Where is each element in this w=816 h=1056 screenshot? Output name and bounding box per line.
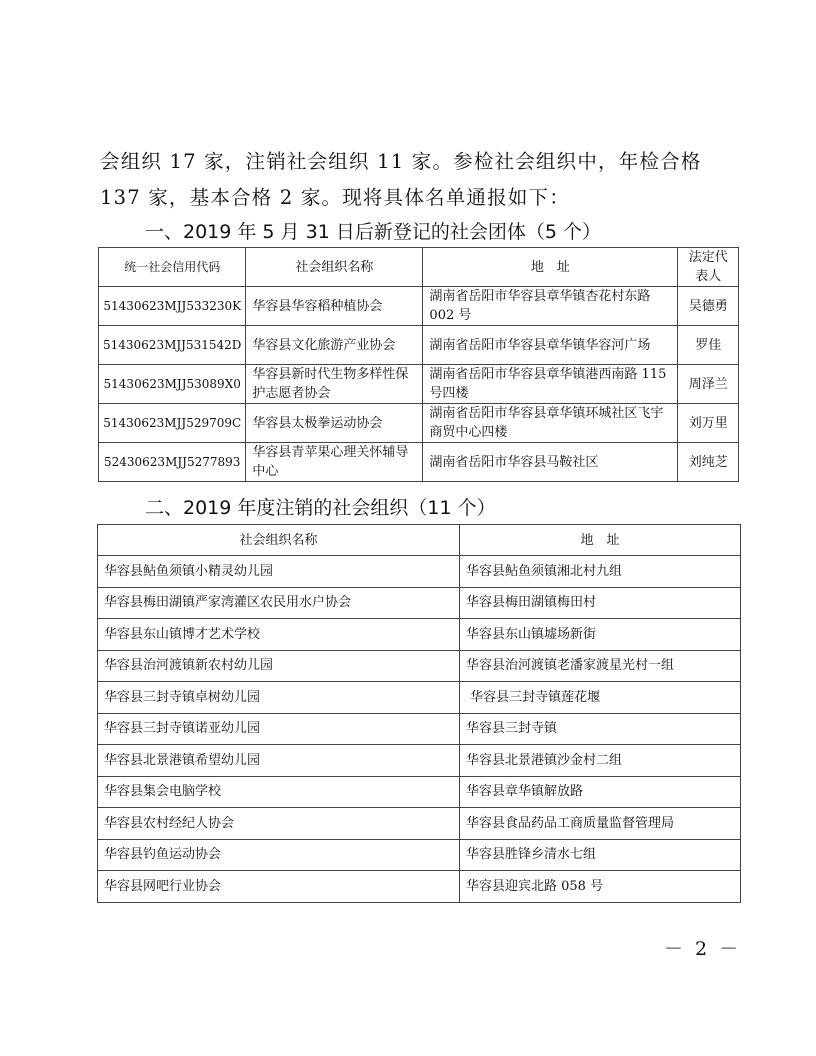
legal-rep-cell: 刘纯芝 bbox=[678, 443, 739, 482]
legal-rep-cell: 刘万里 bbox=[678, 404, 739, 443]
org-name-cell: 华容县鲇鱼须镇小精灵幼儿园 bbox=[98, 556, 460, 588]
intro-line-2: 137 家，基本合格 2 家。现将具体名单通报如下： bbox=[100, 186, 570, 209]
org-name-cell: 华容县华容稻种植协会 bbox=[246, 287, 423, 326]
address-cell: 华容县鲇鱼须镇湘北村九组 bbox=[460, 556, 741, 588]
address-cell: 华容县迎宾北路 058 号 bbox=[460, 871, 741, 903]
credit-code-cell: 51430623MJJ53089X0 bbox=[99, 365, 246, 404]
org-name-cell: 华容县农村经纪人协会 bbox=[98, 808, 460, 840]
org-name-cell: 华容县钓鱼运动协会 bbox=[98, 839, 460, 871]
legal-rep-cell: 周泽兰 bbox=[678, 365, 739, 404]
org-name-cell: 华容县网吧行业协会 bbox=[98, 871, 460, 903]
table-row bbox=[98, 871, 741, 903]
address-cell: 华容县东山镇墟场新街 bbox=[460, 619, 741, 651]
address-cell: 华容县章华镇解放路 bbox=[460, 776, 741, 808]
table-header-row bbox=[98, 525, 741, 556]
org-name-cell: 华容县治河渡镇新农村幼儿园 bbox=[98, 650, 460, 682]
legal-rep-cell: 吴德勇 bbox=[678, 287, 739, 326]
org-name-cell: 华容县三封寺镇诺亚幼儿园 bbox=[98, 713, 460, 745]
address-cell: 华容县三封寺镇莲花堰 bbox=[460, 682, 741, 714]
address-cell: 华容县治河渡镇老潘家渡星光村一组 bbox=[460, 650, 741, 682]
org-name-cell: 华容县太极拳运动协会 bbox=[246, 404, 423, 443]
section2-heading: 二、2019 年度注销的社会组织（11 个） bbox=[145, 497, 496, 519]
address-cell: 华容县梅田湖镇梅田村 bbox=[460, 587, 741, 619]
org-name-cell: 华容县集会电脑学校 bbox=[98, 776, 460, 808]
address-cell: 华容县胜锋乡清水七组 bbox=[460, 839, 741, 871]
header-address: 地 址 bbox=[460, 525, 741, 556]
org-name-cell: 华容县文化旅游产业协会 bbox=[246, 326, 423, 365]
org-name-cell: 华容县新时代生物多样性保护志愿者协会 bbox=[246, 365, 423, 404]
table-row bbox=[98, 619, 741, 651]
table-row bbox=[98, 587, 741, 619]
new-registrations-table bbox=[98, 247, 739, 482]
header-org-name: 社会组织名称 bbox=[246, 248, 423, 287]
deregistered-orgs-table bbox=[97, 524, 741, 903]
intro-line-1: 会组织 17 家，注销社会组织 11 家。参检社会组织中，年检合格 bbox=[100, 150, 702, 173]
header-address: 地 址 bbox=[423, 248, 678, 287]
org-name-cell: 华容县北景港镇希望幼儿园 bbox=[98, 745, 460, 777]
table-row bbox=[99, 443, 739, 482]
address-cell: 湖南省岳阳市华容县章华镇华容河广场 bbox=[423, 326, 678, 365]
table-row bbox=[99, 287, 739, 326]
address-cell: 湖南省岳阳市华容县马鞍社区 bbox=[423, 443, 678, 482]
header-org-name: 社会组织名称 bbox=[98, 525, 460, 556]
table-header-row bbox=[99, 248, 739, 287]
org-name-cell: 华容县梅田湖镇严家湾灌区农民用水户协会 bbox=[98, 587, 460, 619]
table-row bbox=[99, 326, 739, 365]
table-row bbox=[98, 556, 741, 588]
section1-heading: 一、2019 年 5 月 31 日后新登记的社会团体（5 个） bbox=[145, 221, 601, 243]
table-row bbox=[98, 713, 741, 745]
address-cell: 湖南省岳阳市华容县章华镇港西南路 115 号四楼 bbox=[423, 365, 678, 404]
credit-code-cell: 51430623MJJ529709C bbox=[99, 404, 246, 443]
table-row bbox=[98, 776, 741, 808]
table-row bbox=[98, 682, 741, 714]
header-credit-code: 统一社会信用代码 bbox=[99, 248, 246, 287]
header-legal-rep: 法定代表人 bbox=[678, 248, 739, 287]
credit-code-cell: 51430623MJJ531542D bbox=[99, 326, 246, 365]
org-name-cell: 华容县青苹果心理关怀辅导中心 bbox=[246, 443, 423, 482]
address-cell: 湖南省岳阳市华容县章华镇杏花村东路 002 号 bbox=[423, 287, 678, 326]
table-row bbox=[99, 365, 739, 404]
table-row bbox=[98, 808, 741, 840]
table-row bbox=[99, 404, 739, 443]
credit-code-cell: 52430623MJJ5277893 bbox=[99, 443, 246, 482]
table-row bbox=[98, 839, 741, 871]
page-number: － 2 － bbox=[664, 938, 742, 960]
legal-rep-cell: 罗佳 bbox=[678, 326, 739, 365]
address-cell: 华容县北景港镇沙金村二组 bbox=[460, 745, 741, 777]
table-row bbox=[98, 745, 741, 777]
address-cell: 湖南省岳阳市华容县章华镇环城社区飞宇商贸中心四楼 bbox=[423, 404, 678, 443]
table-row bbox=[98, 650, 741, 682]
credit-code-cell: 51430623MJJ533230K bbox=[99, 287, 246, 326]
address-cell: 华容县食品药品工商质量监督管理局 bbox=[460, 808, 741, 840]
org-name-cell: 华容县东山镇博才艺术学校 bbox=[98, 619, 460, 651]
org-name-cell: 华容县三封寺镇卓树幼儿园 bbox=[98, 682, 460, 714]
address-cell: 华容县三封寺镇 bbox=[460, 713, 741, 745]
